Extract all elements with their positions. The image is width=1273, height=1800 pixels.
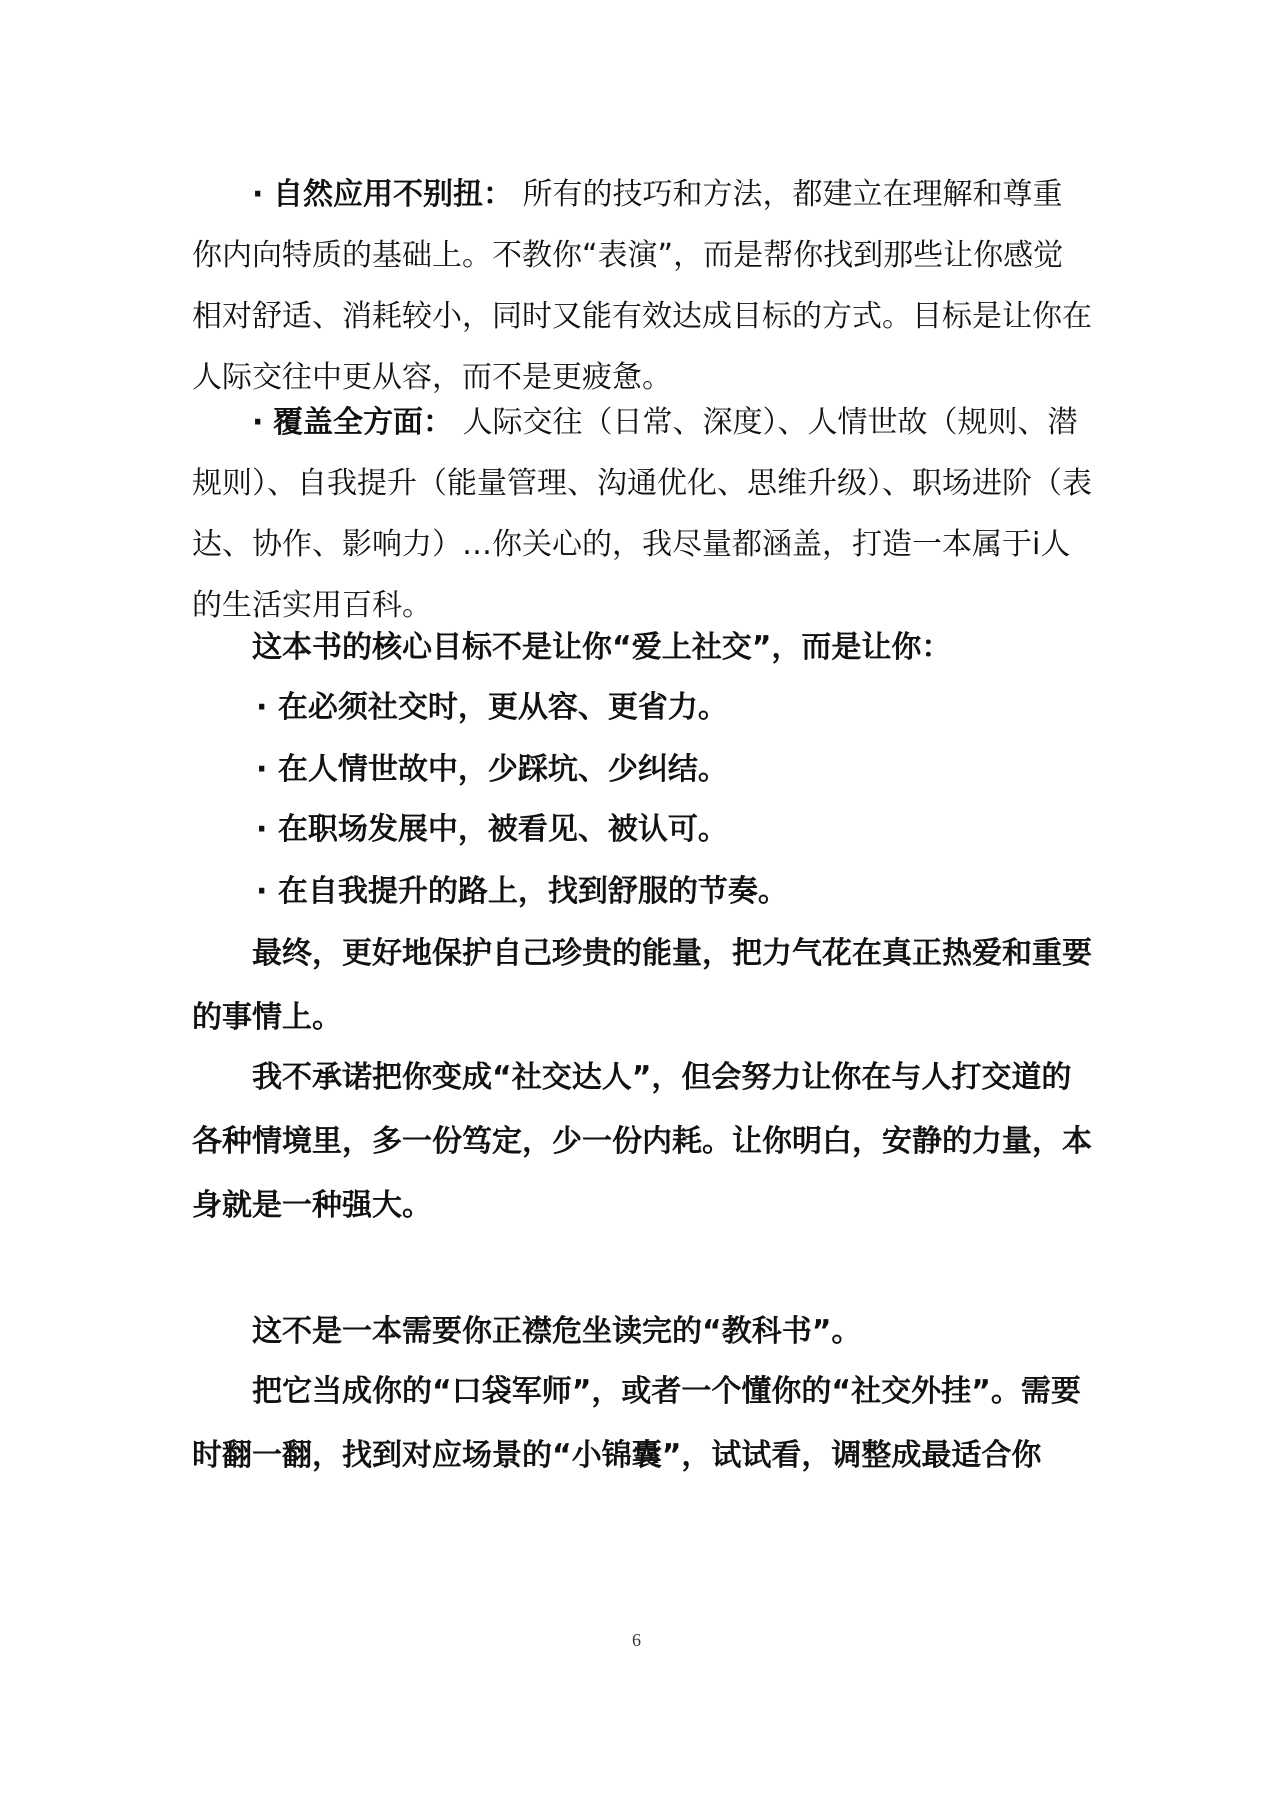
paragraph-usage: 把它当成你的“口袋军师”，或者一个懂你的“社交外挂”。需要时翻一翻，找到对应场景的“小锦囊”，试试看，调整成最适合你 bbox=[192, 1374, 1081, 1473]
paragraph-final: 最终，更好地保护自己珍贵的能量，把力气花在真正热爱和重要的事情上。 bbox=[192, 936, 1092, 1035]
paragraph-text: 人际交往（日常、深度）、人情世故（规则、潜规则）、自我提升（能量管理、沟通优化、思维升级）、职场进阶（表达、协作、影响力）…你关心的，我尽量都涵盖，打造一本属于i人的生活实用百科。 bbox=[192, 405, 1092, 623]
core-goal-heading: 这本书的核心目标不是让你“爱上社交”，而是让你： bbox=[252, 630, 952, 665]
bullet-mark: · bbox=[252, 177, 264, 212]
paragraph-title: 覆盖全方面： bbox=[272, 405, 453, 440]
page-number: 6 bbox=[632, 1630, 641, 1650]
goal-item: · 在人情世故中，少踩坑、少纠结。 bbox=[256, 752, 728, 787]
goal-item: · 在必须社交时，更从容、更省力。 bbox=[256, 690, 728, 725]
paragraph-natural-application bbox=[192, 164, 1092, 408]
goal-item: · 在职场发展中，被看见、被认可。 bbox=[256, 812, 728, 847]
paragraph-full-coverage bbox=[192, 392, 1092, 636]
paragraph-text: 所有的技巧和方法，都建立在理解和尊重你内向特质的基础上。不教你“表演”，而是帮你找到那些让你感觉相对舒适、消耗较小，同时又能有效达成目标的方式。目标是让你在人际交往中更从容，而不是更疲惫。 bbox=[192, 177, 1092, 395]
bullet-mark: · bbox=[252, 405, 264, 440]
paragraph-promise: 我不承诺把你变成“社交达人”，但会努力让你在与人打交道的各种情境里，多一份笃定，少一份内耗。让你明白，安静的力量，本身就是一种强大。 bbox=[192, 1060, 1092, 1223]
goal-item: · 在自我提升的路上，找到舒服的节奏。 bbox=[256, 874, 788, 909]
paragraph-title: 自然应用不别扭： bbox=[272, 177, 513, 212]
paragraph-not-textbook: 这不是一本需要你正襟危坐读完的“教科书”。 bbox=[252, 1314, 862, 1349]
